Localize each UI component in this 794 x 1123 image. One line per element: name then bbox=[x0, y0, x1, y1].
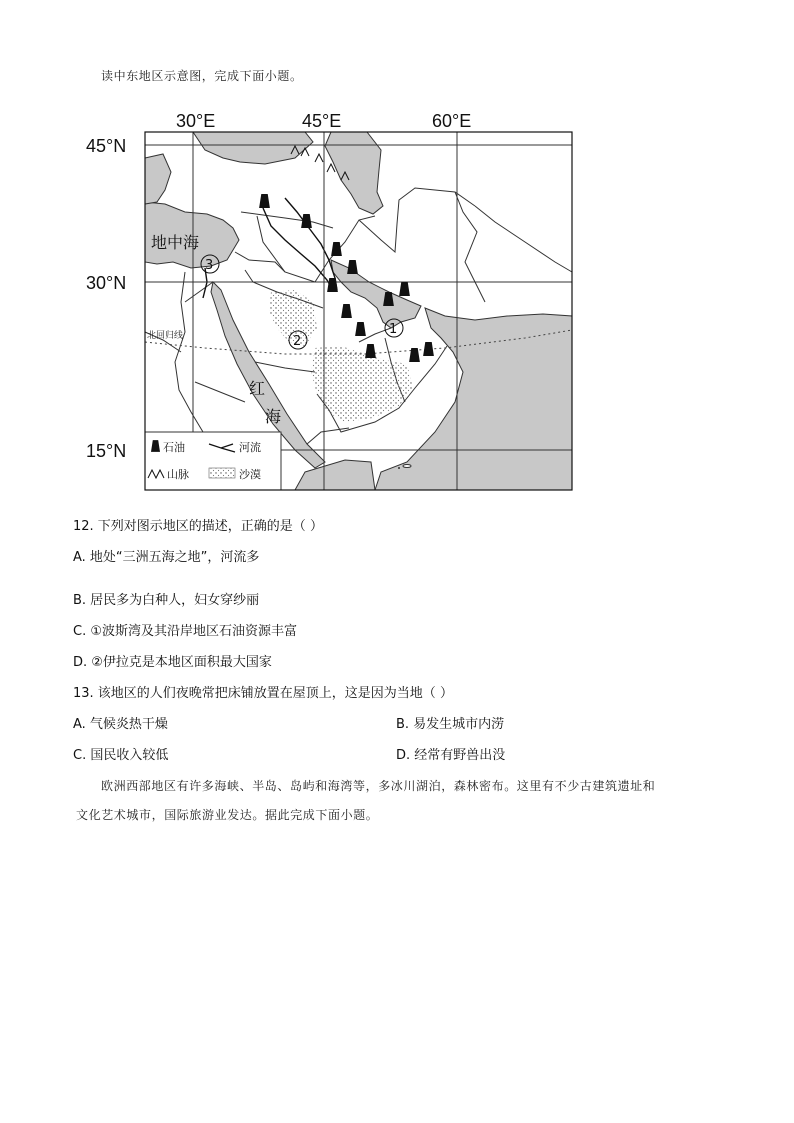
tropic-label: 北回归线 bbox=[147, 331, 184, 341]
svg-text:2: 2 bbox=[293, 334, 302, 349]
lat-label-45: 45°N bbox=[86, 136, 127, 156]
lon-label-60: 60°E bbox=[432, 111, 472, 131]
svg-text:3: 3 bbox=[205, 258, 214, 273]
mediterranean-label: 地中海 bbox=[151, 233, 200, 252]
map-legend bbox=[145, 432, 281, 490]
q12-option-a[interactable]: A. 地处“三洲五海之地”，河流多 bbox=[73, 550, 260, 565]
legend-river-label: 河流 bbox=[239, 441, 261, 454]
middle-east-map bbox=[84, 106, 576, 496]
red-sea-label-2: 海 bbox=[265, 407, 282, 426]
legend-desert-icon bbox=[209, 468, 235, 478]
lon-label-30: 30°E bbox=[176, 111, 216, 131]
red-sea-label-1: 红 bbox=[249, 379, 266, 398]
legend-mountain-label: 山脉 bbox=[167, 468, 189, 481]
q13-option-b[interactable]: B. 易发生城市内涝 bbox=[396, 717, 505, 732]
svg-text:1: 1 bbox=[389, 322, 398, 337]
intro-text-2-line1: 欧洲西部地区有许多海峡、半岛、岛屿和海湾等，多冰川湖泊，森林密布。这里有不少古建筑遗址和 bbox=[101, 779, 656, 793]
intro-text-2-line2: 文化艺术城市，国际旅游业发达。据此完成下面小题。 bbox=[76, 808, 379, 822]
legend-desert-label: 沙漠 bbox=[239, 468, 261, 481]
q12-stem: 12. 下列对图示地区的描述，正确的是（ ） bbox=[73, 519, 323, 534]
q12-option-b[interactable]: B. 居民多为白种人，妇女穿纱丽 bbox=[73, 593, 260, 608]
lat-label-30: 30°N bbox=[86, 273, 127, 293]
q12-option-d[interactable]: D. ②伊拉克是本地区面积最大国家 bbox=[73, 655, 272, 670]
q13-option-d[interactable]: D. 经常有野兽出没 bbox=[396, 748, 506, 763]
lat-label-15: 15°N bbox=[86, 441, 127, 461]
intro-text-1: 读中东地区示意图，完成下面小题。 bbox=[101, 69, 303, 83]
legend-oil-label: 石油 bbox=[163, 441, 185, 454]
q13-stem: 13. 该地区的人们夜晚常把床铺放置在屋顶上，这是因为当地（ ） bbox=[73, 686, 453, 701]
q12-option-c[interactable]: C. ①波斯湾及其沿岸地区石油资源丰富 bbox=[73, 624, 297, 639]
q13-option-c[interactable]: C. 国民收入较低 bbox=[73, 748, 169, 763]
q13-option-a[interactable]: A. 气候炎热干燥 bbox=[73, 717, 168, 732]
lon-label-45: 45°E bbox=[302, 111, 342, 131]
